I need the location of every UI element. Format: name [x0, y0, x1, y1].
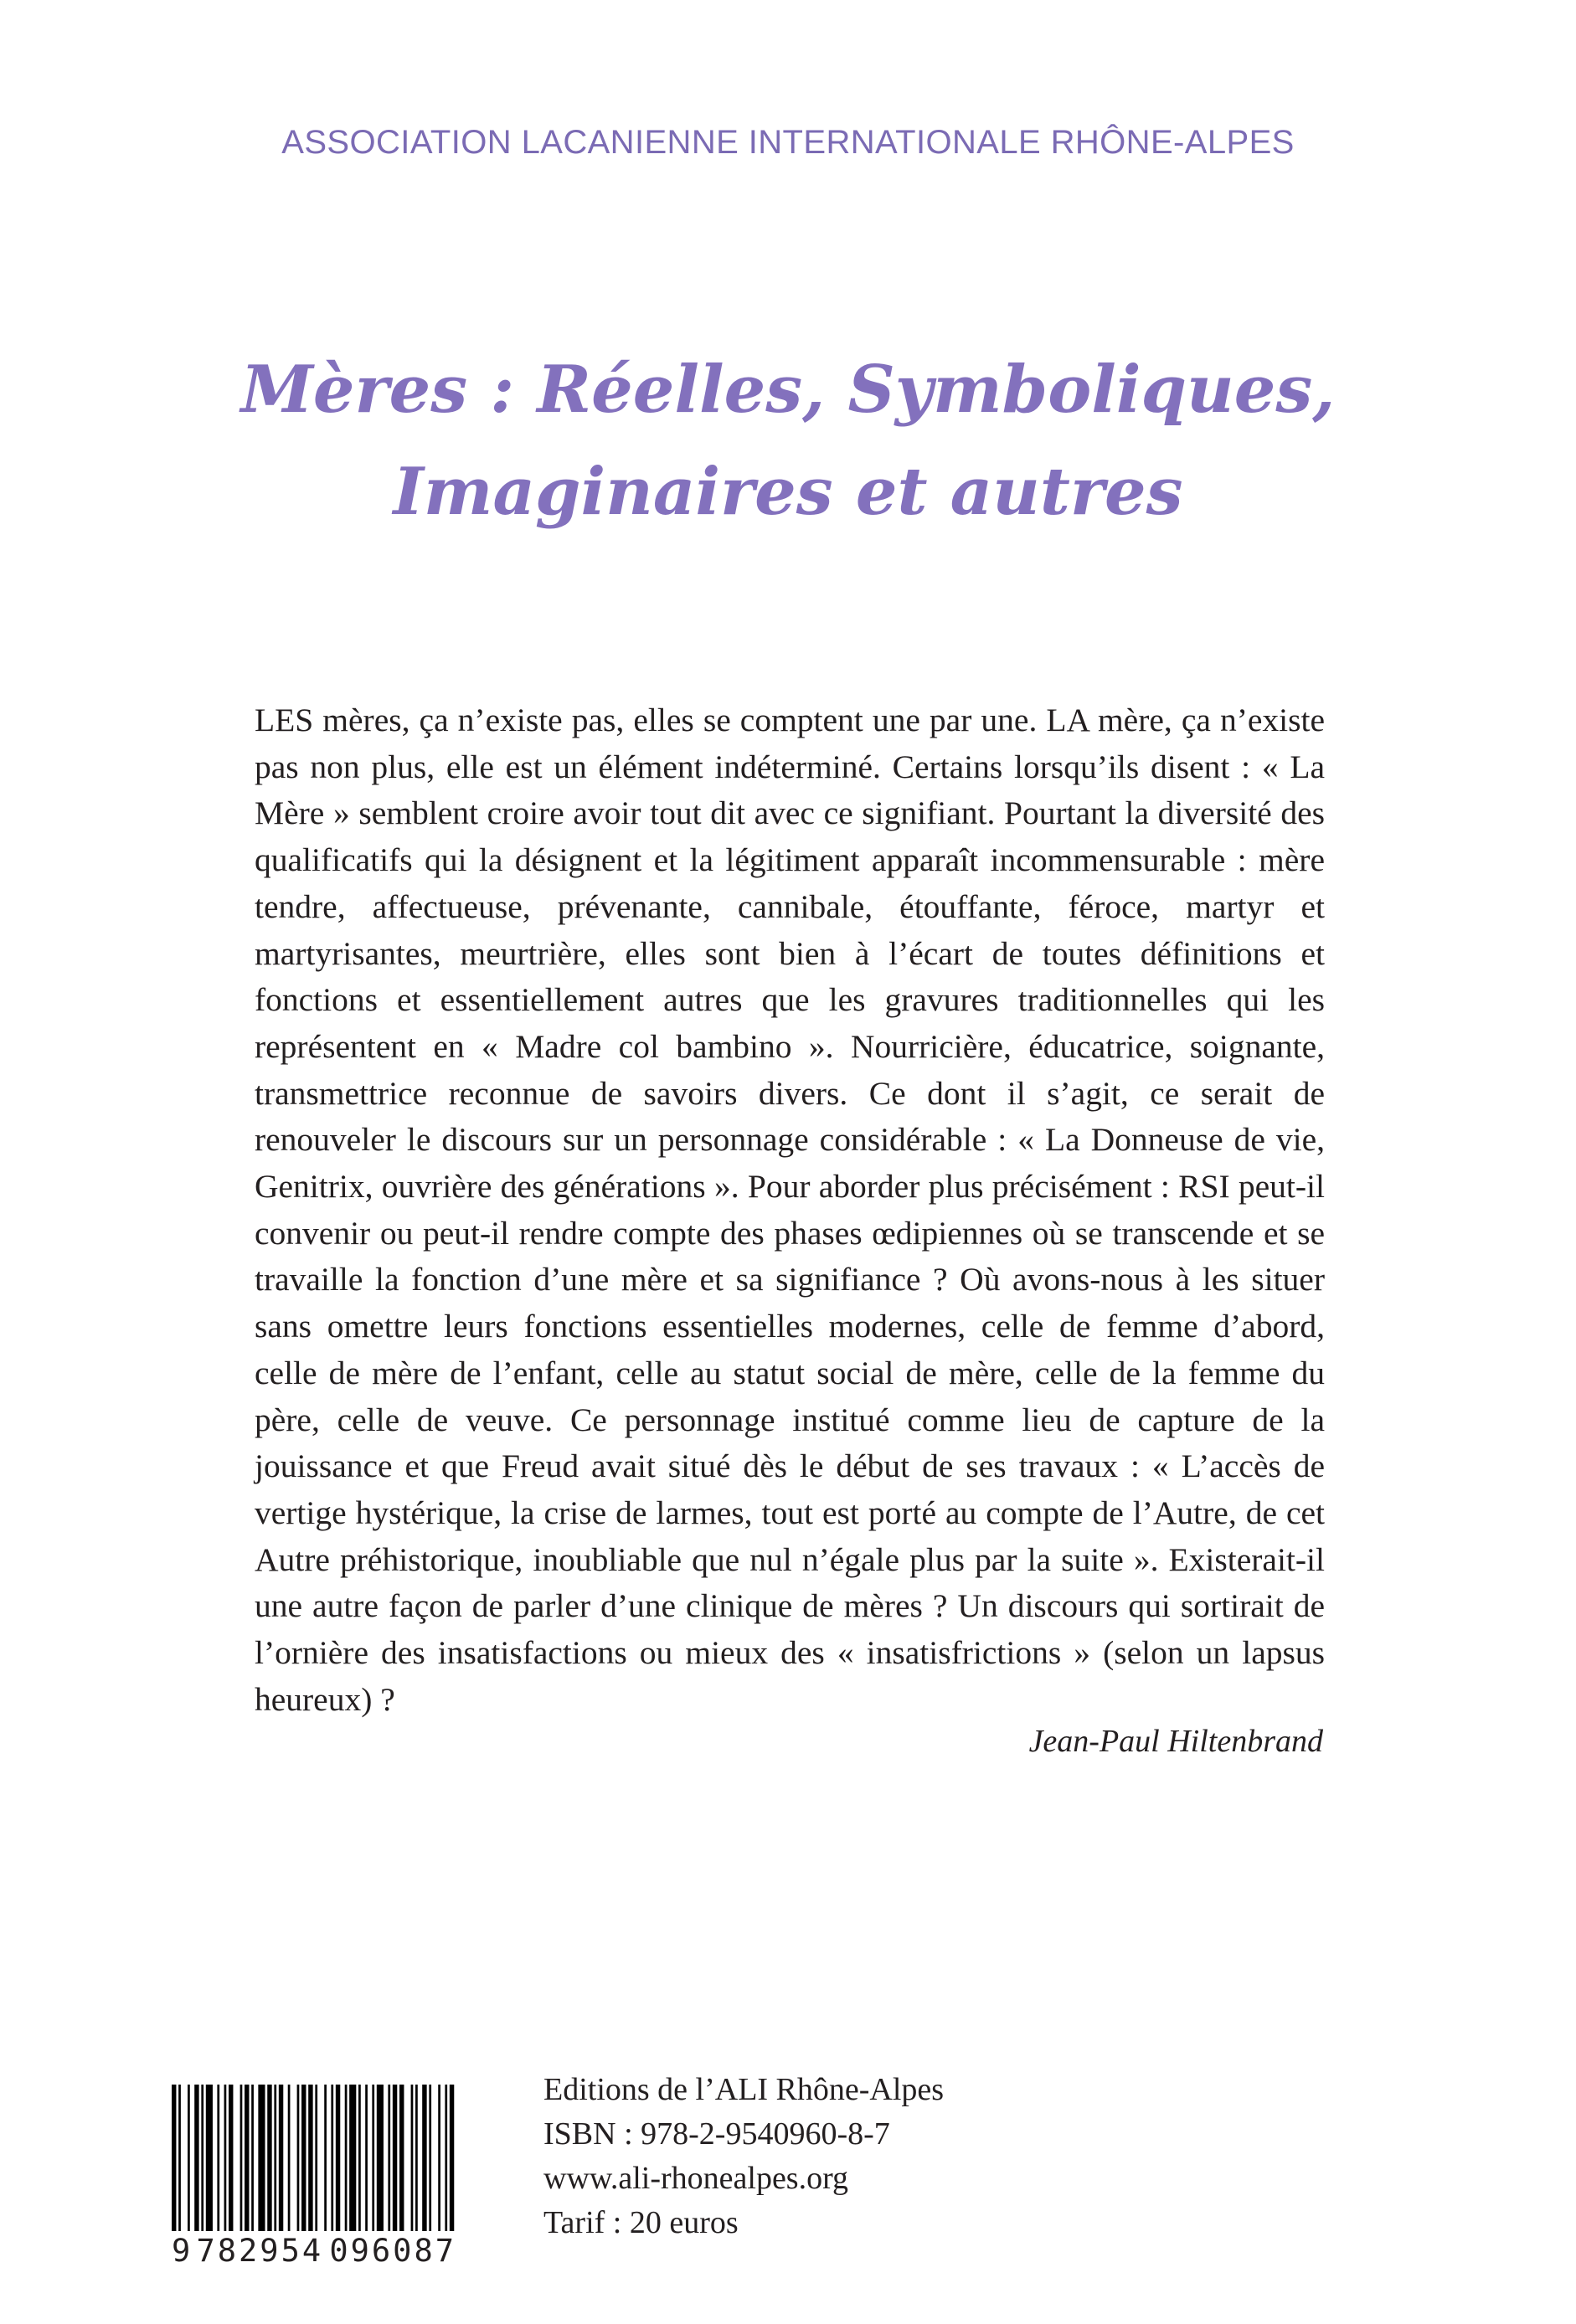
barcode-bar: [345, 2085, 348, 2231]
price: Tarif : 20 euros: [543, 2205, 739, 2240]
barcode-digits-right: 096087: [329, 2233, 456, 2269]
barcode-digits-left: 782954: [196, 2233, 324, 2269]
barcode-bar: [188, 2085, 190, 2231]
barcode-bar: [331, 2085, 333, 2231]
barcode-bar: [258, 2085, 265, 2231]
barcode-bar: [279, 2085, 283, 2231]
barcode-bar: [229, 2085, 233, 2231]
barcode-bar: [365, 2085, 368, 2231]
barcode-bar: [445, 2085, 447, 2231]
barcode-bar: [450, 2085, 454, 2231]
barcode-digit-lead: 9: [172, 2233, 191, 2269]
barcode-bar: [267, 2085, 271, 2231]
barcode-bar: [388, 2085, 390, 2231]
barcode-bar: [336, 2085, 340, 2231]
barcode-bar: [178, 2085, 181, 2231]
publisher-info: [543, 2068, 944, 2245]
barcode-bar: [172, 2085, 176, 2231]
book-title-line-1: Mères : Réelles, Symboliques,: [240, 352, 1336, 428]
publisher-name: Editions de l’ALI Rhône-Alpes: [543, 2072, 945, 2107]
barcode-bar: [194, 2085, 198, 2231]
author-signature: Jean-Paul Hiltenbrand: [1028, 1724, 1323, 1759]
barcode-bar: [393, 2085, 397, 2231]
barcode-bar: [422, 2085, 426, 2231]
book-title-line-2: Imaginaires et autres: [393, 454, 1183, 530]
barcode-bar: [315, 2085, 317, 2231]
barcode-bar: [399, 2085, 404, 2231]
barcode-bar: [288, 2085, 291, 2231]
barcode-bar: [324, 2085, 327, 2231]
barcode-bar: [372, 2085, 374, 2231]
book-title: [0, 339, 1576, 543]
barcode-bar: [297, 2085, 300, 2231]
barcode-bar: [429, 2085, 431, 2231]
barcode-digits: [172, 2233, 456, 2269]
barcode-bar: [301, 2085, 306, 2231]
barcode-bar: [240, 2085, 243, 2231]
barcode-bar: [217, 2085, 219, 2231]
organization-header: ASSOCIATION LACANIENNE INTERNATIONALE RHÔNE-ALPES: [281, 124, 1295, 161]
barcode-bar: [438, 2085, 440, 2231]
barcode-bar: [377, 2085, 384, 2231]
barcode-bar: [245, 2085, 249, 2231]
isbn: ISBN : 978-2-9540960-8-7: [543, 2116, 890, 2152]
barcode-bar: [201, 2085, 203, 2231]
barcode-bar: [415, 2085, 418, 2231]
barcode-image: [172, 2085, 456, 2231]
barcode-bar: [206, 2085, 213, 2231]
barcode-bar: [411, 2085, 414, 2231]
barcode-bar: [251, 2085, 254, 2231]
barcode-bar: [224, 2085, 227, 2231]
barcode-bar: [358, 2085, 361, 2231]
blurb-paragraph: LES mères, ça n’existe pas, elles se comptent une par une. LA mère, ça n’existe pas non plus, elle est un élément indéterminé. Certains lorsqu’ils disent : « La Mère » semblent croire avoir tout dit avec ce signifiant. Pourtant la diversité des qualificatifs qui la désignent et la légitiment apparaît incommensurable : mère tendre, affectueuse, prévenante, cannibale, étouffante, féroce, martyr et martyrisantes, meurtrière, elles sont bien à l’écart de toutes définitions et fonctions et essentiellement autres que les gravures traditionnelles qui les représentent en « Madre col bambino ». Nourricière, éducatrice, soignante, transmettrice reconnue de savoirs divers. Ce dont il s’agit, ce serait de renouveler le discours sur un personnage considérable : « La Donneuse de vie, Genitrix, ouvrière des générations ». Pour aborder plus précisément : RSI peut-il convenir ou peut-il rendre compte des phases œdipiennes où se transcende et se travaille la fonction d’une mère et sa signifiance ? Où avons-nous à les situer sans omettre leurs fonctions essentielles modernes, celle de femme d’abord, celle de mère de l’enfant, celle au statut social de mère, celle de la femme du père, celle de veuve. Ce personnage institué comme lieu de capture de la jouissance et que Freud avait situé dès le début de ses travaux : « L’accès de vertige hystérique, la crise de larmes, tout est porté au compte de l’Autre, de cet Autre préhistorique, inoubliable que nul n’égale plus par la suite ». Existerait-il une autre façon de parler d’une clinique de mères ? Un discours qui sortirait de l’ornière des insatisfactions ou mieux des « insatisfrictions » (selon un lapsus heureux) ?: [255, 702, 1325, 1718]
barcode-bar: [349, 2085, 356, 2231]
blurb: [255, 697, 1325, 1723]
barcode-bar: [308, 2085, 312, 2231]
barcode-bar: [274, 2085, 276, 2231]
publisher-website[interactable]: www.ali-rhonealpes.org: [543, 2161, 849, 2196]
